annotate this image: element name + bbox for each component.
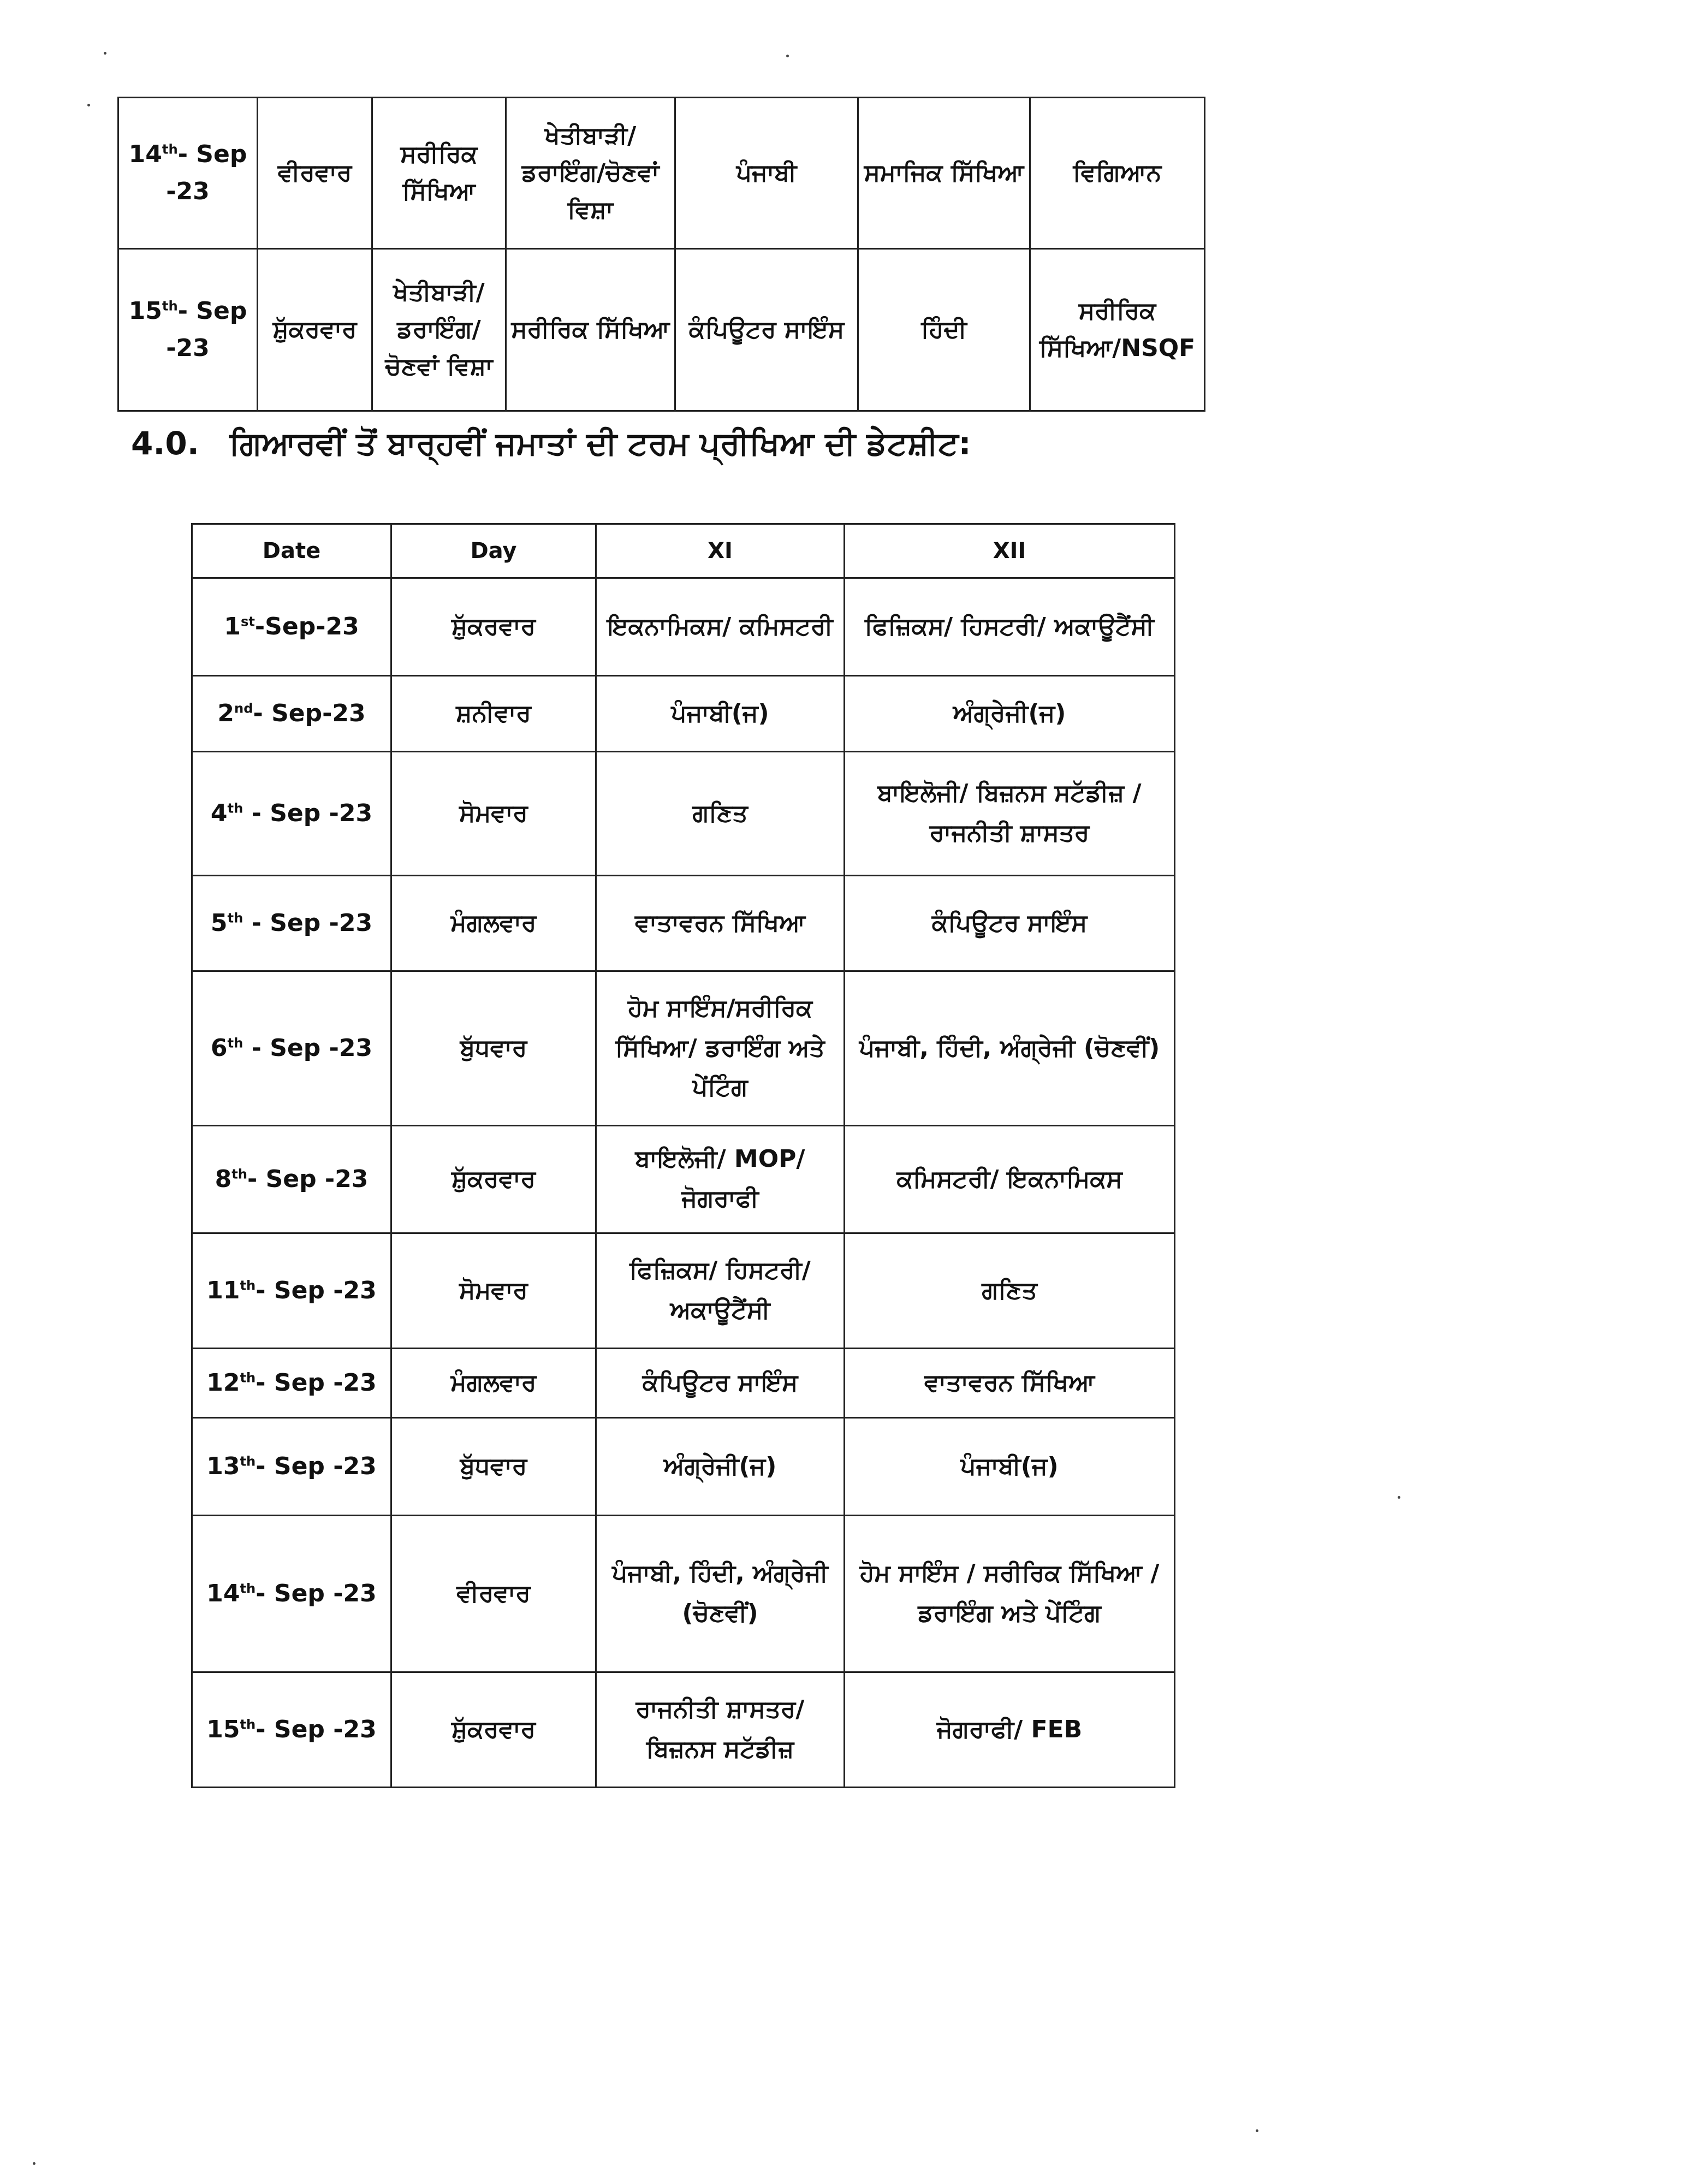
day-cell: ਸੋਮਵਾਰ <box>391 752 596 876</box>
subject-cell: ਸਰੀਰਿਕ ਸਿੱਖਿਆ <box>372 98 506 249</box>
xii-subject-cell: ਕੰਪਿਊਟਰ ਸਾਇੰਸ <box>845 876 1175 971</box>
day-cell: ਸੋਮਵਾਰ <box>391 1233 596 1349</box>
date-ordinal-suffix: th <box>240 1453 256 1469</box>
date-month-year: - Sep -23 <box>256 1368 377 1397</box>
scan-speck <box>1256 2129 1258 2132</box>
xii-subject-cell: ਵਾਤਾਵਰਨ ਸਿੱਖਿਆ <box>845 1349 1175 1418</box>
date-day-number: 5 <box>210 909 228 937</box>
table-row <box>192 1126 1175 1233</box>
xii-subject-cell: ਪੰਜਾਬੀ, ਹਿੰਦੀ, ਅੰਗ੍ਰੇਜੀ (ਚੋਣਵੀਂ) <box>845 971 1175 1126</box>
xii-subject-cell: ਗਣਿਤ <box>845 1233 1175 1349</box>
table-row <box>118 98 1205 249</box>
date-month-year: - Sep -23 <box>256 1579 377 1607</box>
date-month-year: - Sep -23 <box>243 799 373 827</box>
subject-cell: ਕੰਪਿਊਟਰ ਸਾਇੰਸ <box>675 249 858 411</box>
header-day: Day <box>391 524 596 578</box>
date-month-year: -Sep-23 <box>254 612 359 640</box>
xi-subject-cell: ਅੰਗ੍ਰੇਜੀ(ਜ) <box>596 1418 845 1516</box>
subject-cell: ਸਰੀਰਿਕ ਸਿੱਖਿਆ/NSQF <box>1030 249 1205 411</box>
subject-cell: ਸਮਾਜਿਕ ਸਿੱਖਿਆ <box>858 98 1030 249</box>
date-ordinal-suffix: th <box>240 1717 256 1732</box>
datesheet-table <box>191 523 1175 1788</box>
date-cell <box>192 1672 391 1788</box>
date-cell <box>192 1349 391 1418</box>
table-row <box>192 1349 1175 1418</box>
date-cell <box>192 971 391 1126</box>
date-day-number: 8 <box>215 1165 232 1193</box>
xi-subject-cell: ਫਿਜ਼ਿਕਸ/ ਹਿਸਟਰੀ/ ਅਕਾਊਟੈਂਸੀ <box>596 1233 845 1349</box>
scan-speck <box>33 2162 35 2165</box>
xi-subject-cell: ਬਾਇਲੋਜੀ/ MOP/ਜੋਗਰਾਫੀ <box>596 1126 845 1233</box>
date-month-year: - Sep-23 <box>253 699 366 727</box>
date-ordinal-suffix: th <box>227 1035 243 1051</box>
day-cell: ਸ਼ੁੱਕਰਵਾਰ <box>391 1126 596 1233</box>
date-ordinal-suffix: nd <box>234 701 253 716</box>
date-day-number: 4 <box>210 799 228 827</box>
date-day-number: 13 <box>206 1452 240 1480</box>
table-row <box>192 676 1175 752</box>
table-row <box>118 249 1205 411</box>
date-cell <box>192 578 391 676</box>
table-row <box>192 1516 1175 1672</box>
date-day-number: 15 <box>206 1715 240 1743</box>
section-number: 4.0. <box>131 425 199 462</box>
subject-cell: ਹਿੰਦੀ <box>858 249 1030 411</box>
date-month-year: - Sep -23 <box>247 1165 369 1193</box>
schedule-table-continued <box>117 97 1205 412</box>
xi-subject-cell: ਕੰਪਿਊਟਰ ਸਾਇੰਸ <box>596 1349 845 1418</box>
day-cell: ਬੁੱਧਵਾਰ <box>391 971 596 1126</box>
date-cell <box>192 676 391 752</box>
date-ordinal-suffix: th <box>227 800 243 816</box>
table-row <box>192 1672 1175 1788</box>
day-cell: ਵੀਰਵਾਰ <box>258 98 372 249</box>
xi-subject-cell: ਹੋਮ ਸਾਇੰਸ/ਸਰੀਰਿਕ ਸਿੱਖਿਆ/ ਡਰਾਇੰਗ ਅਤੇ ਪੇਂਟਿੰਗ <box>596 971 845 1126</box>
date-ordinal-suffix: th <box>162 141 178 157</box>
date-cell <box>118 249 258 411</box>
xii-subject-cell: ਫਿਜ਼ਿਕਸ/ ਹਿਸਟਰੀ/ ਅਕਾਊਟੈਂਸੀ <box>845 578 1175 676</box>
date-ordinal-suffix: th <box>240 1581 256 1597</box>
date-day-number: 14 <box>128 140 162 168</box>
scan-speck <box>1398 1496 1400 1499</box>
table-row <box>192 1233 1175 1349</box>
xi-subject-cell: ਪੰਜਾਬੀ(ਜ) <box>596 676 845 752</box>
date-ordinal-suffix: th <box>231 1166 247 1182</box>
date-day-number: 12 <box>206 1368 240 1397</box>
xii-subject-cell: ਪੰਜਾਬੀ(ਜ) <box>845 1418 1175 1516</box>
date-cell <box>192 876 391 971</box>
date-day-number: 15 <box>128 296 162 325</box>
xi-subject-cell: ਗਣਿਤ <box>596 752 845 876</box>
xii-subject-cell: ਹੋਮ ਸਾਇੰਸ / ਸਰੀਰਿਕ ਸਿੱਖਿਆ / ਡਰਾਇੰਗ ਅਤੇ ਪੇਂਟਿੰਗ <box>845 1516 1175 1672</box>
date-ordinal-suffix: th <box>240 1278 256 1293</box>
day-cell: ਵੀਰਵਾਰ <box>391 1516 596 1672</box>
day-cell: ਸ਼ਨੀਵਾਰ <box>391 676 596 752</box>
date-cell <box>118 98 258 249</box>
subject-cell: ਵਿਗਿਆਨ <box>1030 98 1205 249</box>
day-cell: ਬੁੱਧਵਾਰ <box>391 1418 596 1516</box>
date-cell <box>192 1516 391 1672</box>
date-day-number: 14 <box>206 1579 240 1607</box>
xi-subject-cell: ਇਕਨਾਮਿਕਸ/ ਕਮਿਸਟਰੀ <box>596 578 845 676</box>
date-cell <box>192 752 391 876</box>
scan-speck <box>786 55 789 57</box>
date-ordinal-suffix: th <box>162 298 178 314</box>
date-month-year: - Sep -23 <box>256 1452 377 1480</box>
subject-cell: ਖੇਤੀਬਾੜੀ/ ਡਰਾਇੰਗ/ਚੋਣਵਾਂ ਵਿਸ਼ਾ <box>506 98 675 249</box>
xi-subject-cell: ਵਾਤਾਵਰਨ ਸਿੱਖਿਆ <box>596 876 845 971</box>
date-month-year: - Sep -23 <box>243 909 373 937</box>
scan-speck <box>87 104 90 106</box>
date-cell <box>192 1233 391 1349</box>
date-month-year: - Sep -23 <box>166 296 247 362</box>
subject-cell: ਪੰਜਾਬੀ <box>675 98 858 249</box>
day-cell: ਸ਼ੁੱਕਰਵਾਰ <box>391 1672 596 1788</box>
date-cell <box>192 1126 391 1233</box>
xi-subject-cell: ਪੰਜਾਬੀ, ਹਿੰਦੀ, ਅੰਗ੍ਰੇਜੀ (ਚੋਣਵੀਂ) <box>596 1516 845 1672</box>
date-cell <box>192 1418 391 1516</box>
date-day-number: 1 <box>224 612 241 640</box>
date-day-number: 6 <box>210 1034 228 1062</box>
date-month-year: - Sep -23 <box>256 1715 377 1743</box>
header-date: Date <box>192 524 391 578</box>
table-row <box>192 1418 1175 1516</box>
xii-subject-cell: ਕਮਿਸਟਰੀ/ ਇਕਨਾਮਿਕਸ <box>845 1126 1175 1233</box>
table-row <box>192 578 1175 676</box>
date-month-year: - Sep -23 <box>166 140 247 205</box>
scan-speck <box>104 52 106 55</box>
subject-cell: ਖੇਤੀਬਾੜੀ/ ਡਰਾਇੰਗ/ ਚੋਣਵਾਂ ਵਿਸ਼ਾ <box>372 249 506 411</box>
section-heading <box>131 425 971 462</box>
header-xii: XII <box>845 524 1175 578</box>
date-ordinal-suffix: st <box>240 614 255 630</box>
date-ordinal-suffix: th <box>227 910 243 926</box>
header-xi: XI <box>596 524 845 578</box>
day-cell: ਸ਼ੁੱਕਰਵਾਰ <box>391 578 596 676</box>
day-cell: ਮੰਗਲਵਾਰ <box>391 876 596 971</box>
table-row <box>192 971 1175 1126</box>
table-row <box>192 752 1175 876</box>
table-header-row <box>192 524 1175 578</box>
date-month-year: - Sep -23 <box>243 1034 373 1062</box>
date-day-number: 11 <box>206 1276 240 1304</box>
day-cell: ਮੰਗਲਵਾਰ <box>391 1349 596 1418</box>
table-row <box>192 876 1175 971</box>
date-month-year: - Sep -23 <box>256 1276 377 1304</box>
xii-subject-cell: ਜੋਗਰਾਫੀ/ FEB <box>845 1672 1175 1788</box>
xii-subject-cell: ਬਾਇਲੋਜੀ/ ਬਿਜ਼ਨਸ ਸਟੱਡੀਜ਼ / ਰਾਜਨੀਤੀ ਸ਼ਾਸਤਰ <box>845 752 1175 876</box>
xii-subject-cell: ਅੰਗ੍ਰੇਜੀ(ਜ) <box>845 676 1175 752</box>
section-title: ਗਿਆਰਵੀਂ ਤੋਂ ਬਾਰ੍ਹਵੀਂ ਜਮਾਤਾਂ ਦੀ ਟਰਮ ਪ੍ਰੀਖਿਆ ਦੀ ਡੇਟਸ਼ੀਟ: <box>229 425 971 462</box>
subject-cell: ਸਰੀਰਿਕ ਸਿੱਖਿਆ <box>506 249 675 411</box>
date-day-number: 2 <box>217 699 234 727</box>
xi-subject-cell: ਰਾਜਨੀਤੀ ਸ਼ਾਸਤਰ/ ਬਿਜ਼ਨਸ ਸਟੱਡੀਜ਼ <box>596 1672 845 1788</box>
day-cell: ਸ਼ੁੱਕਰਵਾਰ <box>258 249 372 411</box>
date-ordinal-suffix: th <box>240 1370 256 1386</box>
